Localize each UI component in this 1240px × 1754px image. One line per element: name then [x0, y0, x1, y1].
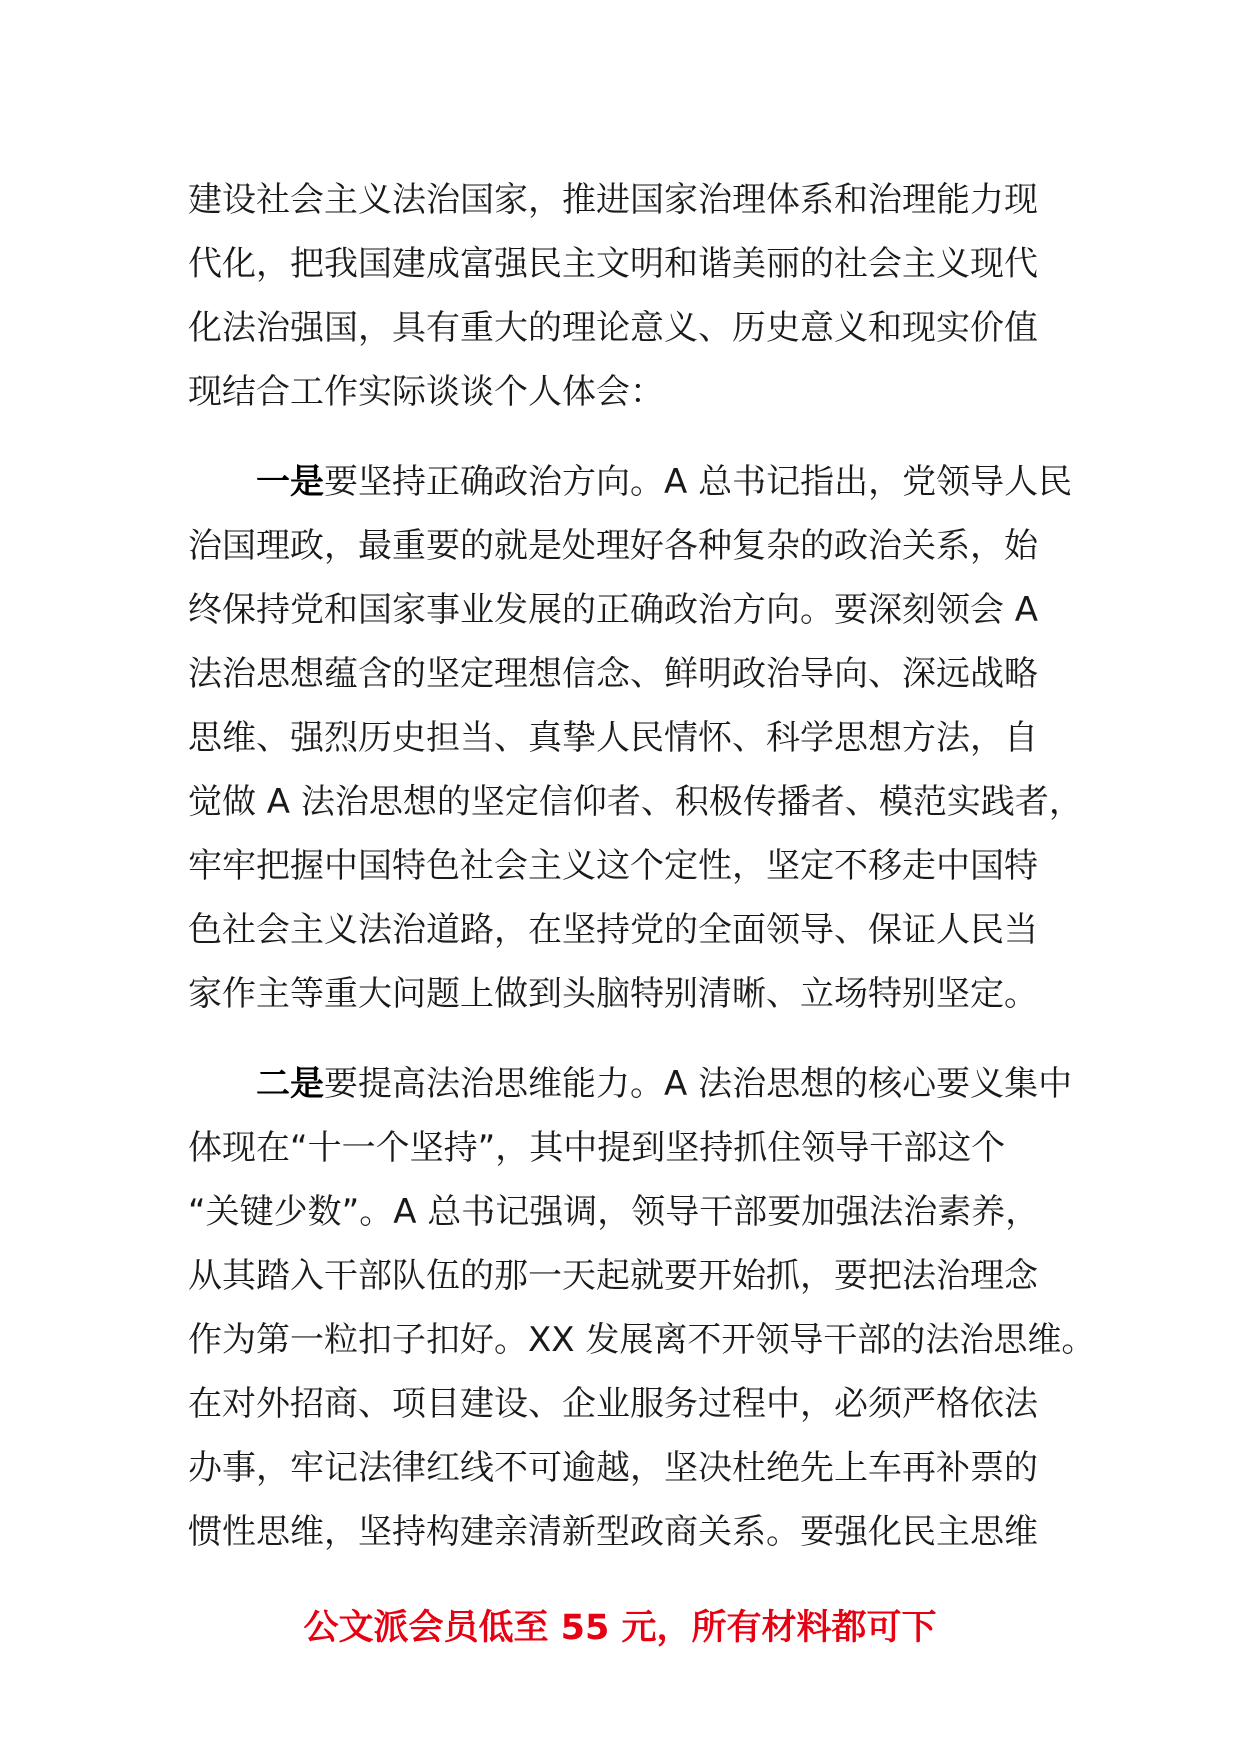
text-line: 牢牢把握中国特色社会主义这个定性，坚定不移走中国特 — [188, 846, 1038, 886]
text-line: 代化，把我国建成富强民主文明和谐美丽的社会主义现代 — [188, 244, 1038, 284]
text-line: 化法治强国，具有重大的理论意义、历史意义和现实价值 — [188, 308, 1038, 348]
section-two-first-text: 要提高法治思维能力。A 法治思想的核心要义集中 — [324, 1064, 1073, 1104]
text-line: 法治思想蕴含的坚定理想信念、鲜明政治导向、深远战略 — [188, 654, 1038, 694]
text-line: 家作主等重大问题上做到头脑特别清晰、立场特别坚定。 — [188, 974, 1038, 1014]
text-line: 在对外招商、项目建设、企业服务过程中，必须严格依法 — [188, 1384, 1038, 1424]
text-line: 从其踏入干部队伍的那一天起就要开始抓，要把法治理念 — [188, 1256, 1038, 1296]
text-line: “关键少数”。A 总书记强调，领导干部要加强法治素养， — [188, 1192, 1040, 1232]
promo-banner[interactable]: 公文派会员低至 55 元，所有材料都可下 — [303, 1608, 937, 1648]
document-body — [188, 168, 1096, 1564]
text-line: 作为第一粒扣子扣好。XX 发展离不开领导干部的法治思维。 — [188, 1320, 1096, 1360]
text-line: 现结合工作实际谈谈个人体会： — [188, 372, 664, 412]
section-two-first-line — [188, 1052, 1073, 1116]
section-one-lead: 一是 — [256, 462, 324, 502]
text-line: 建设社会主义法治国家，推进国家治理体系和治理能力现 — [188, 180, 1038, 220]
section-two-paragraph — [188, 1052, 1096, 1564]
section-one-first-line — [188, 450, 1073, 514]
text-line: 终保持党和国家事业发展的正确政治方向。要深刻领会 A — [188, 590, 1039, 630]
text-line: 色社会主义法治道路，在坚持党的全面领导、保证人民当 — [188, 910, 1038, 950]
text-line: 觉做 A 法治思想的坚定信仰者、积极传播者、模范实践者， — [188, 782, 1083, 822]
text-line: 思维、强烈历史担当、真挚人民情怀、科学思想方法，自 — [188, 718, 1038, 758]
text-line: 体现在“十一个坚持”，其中提到坚持抓住领导干部这个 — [188, 1128, 1006, 1168]
section-one-first-text: 要坚持正确政治方向。A 总书记指出，党领导人民 — [324, 462, 1073, 502]
intro-paragraph — [188, 168, 1054, 424]
section-two-lead: 二是 — [256, 1064, 324, 1104]
section-one-paragraph — [188, 450, 1083, 1026]
paragraph-gap — [188, 1026, 1054, 1052]
text-line: 治国理政，最重要的就是处理好各种复杂的政治关系，始 — [188, 526, 1038, 566]
text-line: 惯性思维，坚持构建亲清新型政商关系。要强化民主思维 — [188, 1512, 1038, 1552]
paragraph-gap — [188, 424, 1054, 450]
text-line: 办事，牢记法律红线不可逾越，坚决杜绝先上车再补票的 — [188, 1448, 1038, 1488]
